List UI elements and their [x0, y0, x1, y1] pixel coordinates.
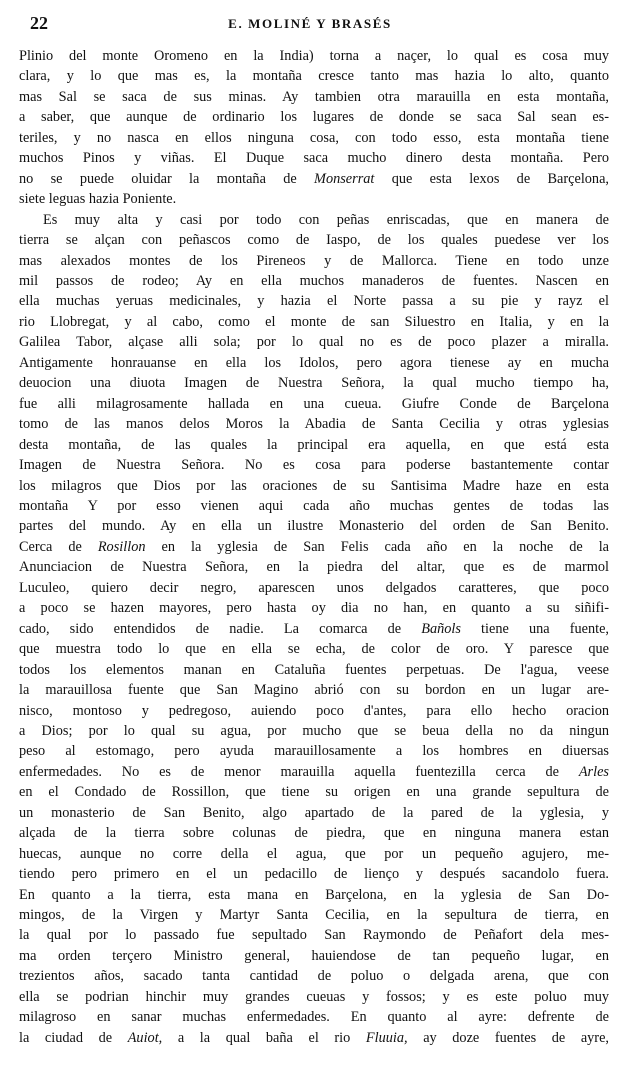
- text-line: mas alexados montes de los Pireneos y de Mallorca. Tiene en todo unze: [19, 252, 609, 269]
- text-line: tiendo pero primero en el un pedacillo de lienço y después sacandolo fuera.: [19, 866, 609, 883]
- text-line: la qual por lo passado fue sepultado San Raymondo de Peñafort dela mes-: [19, 927, 609, 944]
- text-segment: en la yglesia de San Felis cada año en la noche de la: [161, 538, 610, 555]
- text-line: clara, y lo que mas es, la montaña cresce tanto mas hazia lo alto, quanto: [19, 68, 609, 85]
- running-head: E. MOLINÉ Y BRASÉS: [228, 16, 392, 31]
- text-line: [19, 169, 609, 189]
- text-line: mas Sal se saca de sus minas. Ay tambien otra marauilla en esta montaña,: [19, 88, 609, 105]
- text-line: peso al estomago, pero ayuda marauillosamente a los hombres en diuersas: [19, 743, 609, 760]
- text-segment: tiene una fuente,: [481, 620, 609, 637]
- text-line: la marauillosa fuente que San Magino abrió con su bordon en un lugar are-: [19, 682, 609, 699]
- text-line: partes del mundo. Ay en ella un ilustre Monasterio del orden de San Benito.: [19, 518, 609, 535]
- text-segment: ay doze fuentes de ayre,: [423, 1029, 609, 1046]
- text-segment: que esta lexos de Barçelona,: [391, 170, 610, 187]
- text-line: ella se podrian hinchir muy grandes cueuas y fossos; y es este poluo muy: [19, 988, 609, 1005]
- text-line: milagroso en sanar muchas enfermedades. En quanto al ayre: defrente de: [19, 1009, 609, 1026]
- text-line: En quanto a la tierra, esta mana en Barçelona, en la yglesia de San Do-: [19, 886, 609, 903]
- italic-place-name: Arles: [578, 763, 609, 780]
- italic-river-name: Fluuia,: [365, 1029, 408, 1046]
- text-line: Anunciacion de Nuestra Señora, en la piedra del altar, que es de marmol: [19, 559, 609, 576]
- text-line: [19, 619, 609, 639]
- text-line: ma orden terçero Ministro general, hauiendose de tan pequeño lugar, en: [19, 947, 609, 964]
- italic-place-name: Auiot,: [127, 1029, 163, 1046]
- text-line: en el Condado de Rossillon, que tiene su origen en una grande sepultura de: [19, 784, 609, 801]
- text-line: [19, 1028, 609, 1048]
- text-line: rio Llobregat, y al cabo, como el monte de san Siluestro en Italia, y en la: [19, 313, 609, 330]
- text-line: mingos, de la Virgen y Martyr Santa Cecilia, en la sepultura de tierra, en: [19, 907, 609, 924]
- text-line: un monasterio de San Benito, algo apartado de la pared de la yglesia, y: [19, 804, 609, 821]
- text-line: a Dios; por lo qual su agua, por mucho que se beua della no da ningun: [19, 722, 609, 739]
- text-line: Galilea Tabor, alçase alli sola; por lo qual no es de poco plazer a miralla.: [19, 334, 609, 351]
- text-line: mil passos de rodeo; Ay en ella muchos manaderos de fuentes. Nascen en: [19, 272, 609, 289]
- text-line: teriles, y no nasca en ellos ninguna cosa, con todo esso, esta montaña tiene: [19, 129, 609, 146]
- text-segment: la ciudad de: [19, 1029, 113, 1046]
- text-line: montaña Y por esso vienen aqui cada año muchas gentes de todas las: [19, 497, 609, 514]
- page-header: [0, 10, 620, 36]
- text-line: tomo de las manos delos Moros la Abadia de Santa Cecilia y otras yglesias: [19, 416, 609, 433]
- text-line: nisco, montoso y pedregoso, auiendo poco d'antes, para ello hecho oracion: [19, 702, 609, 719]
- text-line: desta montaña, de las quales la principal era aquella, en que está esta: [19, 436, 609, 453]
- text-line: Es muy alta y casi por todo con peñas enriscadas, que en manera de: [43, 211, 609, 228]
- body-text: [19, 46, 609, 1048]
- text-line: los milagros que Dios por las oraciones de su Santisima Madre haze en esta: [19, 477, 609, 494]
- text-line: Imagen de Nuestra Señora. No es cosa para poderse bastantemente contar: [19, 457, 609, 474]
- text-line: deuocion una diuota Imagen de Nuestra Señora, la qual mucho tiempo ha,: [19, 375, 609, 392]
- page-number: 22: [30, 13, 48, 33]
- text-line: muchos Pinos y viñas. El Duque saca mucho dinero desta montaña. Pero: [19, 150, 609, 167]
- text-line: todos los elementos manan en Cataluña fuentes perpetuas. De l'agua, veese: [19, 661, 609, 678]
- text-segment: Cerca de: [19, 538, 82, 555]
- text-line: Luculeo, quiero decir negro, aparescen unos delgados caratteres, que poco: [19, 579, 609, 596]
- text-segment: cado, sido entendidos de nadie. La comarca de: [19, 620, 402, 637]
- text-line: fue alli milagrosamente hallada en una cueua. Giufre Conde de Barçelona: [19, 395, 609, 412]
- text-line: tierra se alçan con peñascos como de Iaspo, de los quales puedese ver los: [19, 232, 609, 249]
- text-line: ella muchas yeruas medicinales, y hazia el Norte passa a su pie y rayz el: [19, 293, 609, 310]
- text-segment: a la qual baña el rio: [177, 1029, 351, 1046]
- italic-place-name: Bañols: [421, 620, 461, 637]
- text-line: alçada de la tierra sobre colunas de piedra, que en ninguna manera estan: [19, 825, 609, 842]
- italic-place-name: Monserrat: [314, 170, 375, 187]
- text-segment: no se puede oluidar la montaña de: [19, 170, 297, 187]
- text-line: a poco se hazen mayores, pero hasta oy dia no han, en quanto a su siñifi-: [19, 600, 609, 617]
- text-line: [19, 762, 609, 782]
- text-line: trezientos años, sacado tanta cantidad de poluo o delgada arena, que con: [19, 968, 609, 985]
- text-line: [19, 537, 609, 557]
- text-segment: enfermedades. No es de menor marauilla aquella fuentezilla cerca de: [19, 763, 559, 780]
- text-line: Antigamente honrauanse en ella los Idolos, pero agora tienese ay en mucha: [19, 354, 609, 371]
- text-line: huecas, aunque no corre della el agua, que por un pequeño agujero, me-: [19, 845, 609, 862]
- text-line: que muestra todo lo que en ella se echa, de color de oro. Y paresce que: [19, 641, 609, 658]
- text-line: a saber, que aunque de ordinario los lugares de donde se saca Sal sean es-: [19, 109, 609, 126]
- italic-place-name: Rosillon: [97, 538, 146, 555]
- text-line: Plinio del monte Oromeno en la India) torna a naçer, lo qual es cosa muy: [19, 48, 609, 64]
- text-line: siete leguas hazia Poniente.: [19, 191, 177, 208]
